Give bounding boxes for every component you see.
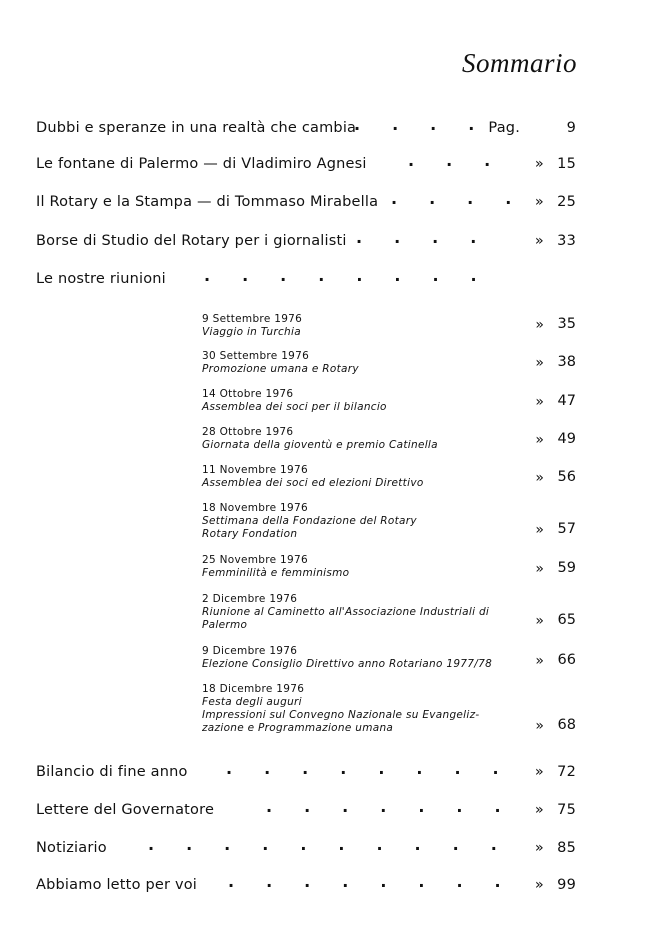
toc-entry-title: Le fontane di Palermo — di Vladimiro Agnesi — [36, 156, 367, 172]
toc-entry-page: 15 — [557, 156, 576, 172]
meeting-title: Settimana della Fondazione del Rotary — [202, 515, 417, 527]
ditto-marker: » — [534, 764, 544, 780]
ditto-marker: » — [535, 355, 544, 371]
meeting-page: 35 — [557, 316, 576, 332]
toc-entry — [36, 190, 576, 214]
toc-entry-page: 99 — [557, 877, 576, 893]
toc-entry — [36, 267, 576, 291]
meeting-title: Riunione al Caminetto all'Associazione Industriali di — [202, 606, 490, 618]
leader-dots: . . . . . . . — [266, 797, 501, 816]
meeting-date: 2 Dicembre 1976 — [202, 593, 298, 605]
meeting-title: Assemblea dei soci ed elezioni Direttivo — [202, 477, 424, 489]
meeting-entry — [202, 313, 576, 339]
meeting-title-line: Palermo — [202, 619, 248, 631]
leader-dots: . . . . — [356, 228, 477, 247]
toc-entry — [36, 229, 576, 253]
ditto-marker: » — [535, 653, 544, 669]
meeting-page: 47 — [557, 393, 576, 409]
ditto-marker: » — [535, 613, 544, 629]
ditto-marker: » — [534, 840, 544, 856]
leader-dots: . . . — [408, 151, 491, 170]
toc-entry — [36, 873, 576, 897]
ditto-marker: » — [535, 522, 544, 538]
meeting-entry — [202, 593, 576, 632]
toc-entry — [36, 116, 576, 140]
meeting-page: 38 — [557, 354, 576, 370]
meeting-page: 59 — [557, 560, 576, 576]
meeting-title: Festa degli auguri — [202, 696, 302, 708]
toc-entry-title: Abbiamo letto per voi — [36, 877, 198, 893]
meeting-title-line: Impressioni sul Convegno Nazionale su Evangeliz- — [202, 709, 480, 721]
meeting-title-line: zazione e Programmazione umana — [202, 722, 394, 734]
meeting-date: 11 Novembre 1976 — [202, 464, 308, 476]
meeting-date: 30 Settembre 1976 — [202, 350, 310, 362]
ditto-marker: » — [535, 561, 544, 577]
ditto-marker: » — [535, 394, 544, 410]
meeting-page: 49 — [557, 431, 576, 447]
toc-entry — [36, 152, 576, 176]
toc-entry-page: 33 — [557, 233, 576, 249]
meeting-entry — [202, 426, 576, 452]
meeting-entry — [202, 350, 576, 376]
toc-entry-title: Lettere del Governatore — [36, 802, 215, 818]
ditto-marker: » — [535, 470, 544, 486]
toc-entry-page: 72 — [557, 764, 576, 780]
toc-entry-title: Borse di Studio del Rotary per i giornalisti — [36, 233, 347, 249]
leader-dots: . . . . . . . . — [226, 759, 499, 778]
toc-entry-page: 9 — [566, 120, 576, 136]
meeting-entry — [202, 502, 576, 541]
meeting-page: 56 — [557, 469, 576, 485]
toc-entry-title: Bilancio di fine anno — [36, 764, 188, 780]
meeting-date: 18 Novembre 1976 — [202, 502, 308, 514]
meeting-date: 25 Novembre 1976 — [202, 554, 308, 566]
meeting-date: 9 Settembre 1976 — [202, 313, 303, 325]
ditto-marker: » — [535, 432, 544, 448]
meeting-title-line: Rotary Fondation — [202, 528, 298, 540]
ditto-marker: » — [534, 156, 544, 172]
toc-entry-title: Le nostre riunioni — [36, 271, 166, 287]
toc-entry-page: 75 — [557, 802, 576, 818]
meeting-title: Elezione Consiglio Direttivo anno Rotariano 1977/78 — [202, 658, 493, 670]
toc-entry-page: 85 — [557, 840, 576, 856]
meeting-entry — [202, 554, 576, 580]
ditto-marker: » — [535, 317, 544, 333]
meeting-page: 68 — [557, 717, 576, 733]
leader-dots: . . . . . . . . — [204, 266, 477, 285]
meeting-entry — [202, 645, 576, 671]
toc-entry — [36, 798, 576, 822]
meeting-entry — [202, 683, 576, 735]
meeting-date: 18 Dicembre 1976 — [202, 683, 305, 695]
meeting-entry — [202, 388, 576, 414]
leader-dots: . . . . — [391, 189, 512, 208]
toc-entry-title: Notiziario — [36, 840, 107, 856]
meeting-date: 9 Dicembre 1976 — [202, 645, 298, 657]
meeting-title: Assemblea dei soci per il bilancio — [202, 401, 387, 413]
ditto-marker: » — [534, 802, 544, 818]
toc-entry-page: 25 — [557, 194, 576, 210]
meeting-entry — [202, 464, 576, 490]
meeting-page: 65 — [557, 612, 576, 628]
ditto-marker: » — [534, 194, 544, 210]
meeting-title: Giornata della gioventù e premio Catinella — [202, 439, 438, 451]
meeting-date: 28 Ottobre 1976 — [202, 426, 294, 438]
toc-entry — [36, 760, 576, 784]
leader-dots: . . . . . . . . — [228, 872, 501, 891]
leader-dots: . . . . — [354, 115, 475, 134]
pag-label: Pag. — [488, 120, 520, 136]
meeting-title: Viaggio in Turchia — [202, 326, 301, 338]
meeting-page: 57 — [557, 521, 576, 537]
leader-dots: . . . . . . . . . . — [148, 835, 497, 854]
meeting-title: Promozione umana e Rotary — [202, 363, 359, 375]
meeting-date: 14 Ottobre 1976 — [202, 388, 294, 400]
ditto-marker: » — [535, 718, 544, 734]
toc-entry-title: Dubbi e speranze in una realtà che cambia — [36, 120, 357, 136]
ditto-marker: » — [534, 877, 544, 893]
toc-entry — [36, 836, 576, 860]
meeting-page: 66 — [557, 652, 576, 668]
ditto-marker: » — [534, 233, 544, 249]
meeting-title: Femminilità e femminismo — [202, 567, 350, 579]
toc-entry-title: Il Rotary e la Stampa — di Tommaso Mirabella — [36, 194, 379, 210]
page-title: Sommario — [461, 48, 577, 78]
